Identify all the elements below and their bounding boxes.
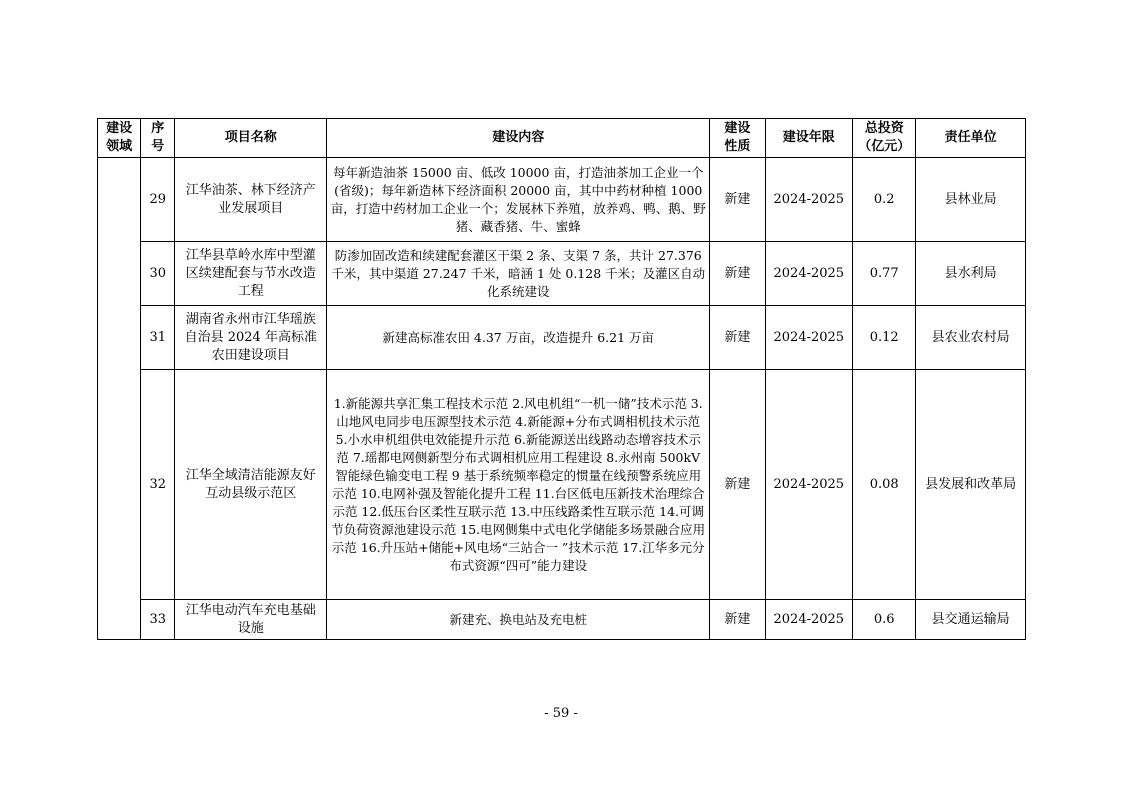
name-cell: 江华电动汽车充电基础设施 [175, 600, 327, 640]
investment-cell: 0.77 [853, 242, 916, 306]
seq-cell: 30 [141, 242, 175, 306]
header-content: 建设内容 [327, 119, 710, 158]
unit-cell: 县发展和改革局 [916, 370, 1026, 600]
table-row [98, 600, 1026, 640]
header-nature: 建设 性质 [710, 119, 765, 158]
table-header-row [98, 119, 1026, 158]
years-cell: 2024-2025 [765, 242, 852, 306]
domain-cell [98, 158, 141, 640]
seq-cell: 29 [141, 158, 175, 242]
page-number: - 59 - [544, 706, 578, 721]
name-cell: 江华全域清洁能源友好互动县级示范区 [175, 370, 327, 600]
content-cell: 新建高标准农田 4.37 万亩，改造提升 6.21 万亩 [327, 306, 710, 370]
seq-cell: 32 [141, 370, 175, 600]
header-seq: 序 号 [141, 119, 175, 158]
header-investment: 总投资 （亿元） [853, 119, 916, 158]
years-cell: 2024-2025 [765, 158, 852, 242]
table-row [98, 242, 1026, 306]
header-years: 建设年限 [765, 119, 852, 158]
nature-cell: 新建 [710, 242, 765, 306]
header-name: 项目名称 [175, 119, 327, 158]
investment-cell: 0.2 [853, 158, 916, 242]
header-unit: 责任单位 [916, 119, 1026, 158]
header-domain: 建设 领域 [98, 119, 141, 158]
nature-cell: 新建 [710, 306, 765, 370]
investment-cell: 0.08 [853, 370, 916, 600]
nature-cell: 新建 [710, 600, 765, 640]
nature-cell: 新建 [710, 370, 765, 600]
project-table [97, 118, 1026, 640]
table-row [98, 158, 1026, 242]
investment-cell: 0.6 [853, 600, 916, 640]
seq-cell: 33 [141, 600, 175, 640]
name-cell: 湖南省永州市江华瑶族自治县 2024 年高标准农田建设项目 [175, 306, 327, 370]
name-cell: 江华县草岭水库中型灌区续建配套与节水改造工程 [175, 242, 327, 306]
content-cell: 1.新能源共享汇集工程技术示范 2.风电机组“一机一储”技术示范 3.山地风电同步电压源型技术示范 4.新能源+分布式调相机技术示范 5.小水申机组供电效能提升示范 6.新能源送出线路动态增容技术示范 7.瑶都电网侧新型分布式调相机应用工程建设 8.永州南 500kV 智能绿色输变电工程 9 基于系统频率稳定的惯量在线预警系统应用示范 10.电网补强及智能化提升工程 11.台区低电压新技术治理综合示范 12.低压台区柔性互联示范 13.中压线路柔性互联示范 14.可调节负荷资源池建设示范 15.电网侧集中式电化学储能多场景融合应用示范 16.升压站+储能+风电场“三站合一 ”技术示范 17.江华多元分布式资源“四可”能力建设 [327, 370, 710, 600]
name-cell: 江华油茶、林下经济产业发展项目 [175, 158, 327, 242]
content-cell: 防渗加固改造和续建配套灌区干渠 2 条、支渠 7 条，共计 27.376 千米，其中渠道 27.247 千米，暗涵 1 处 0.128 千米；及灌区自动化系统建设 [327, 242, 710, 306]
unit-cell: 县水利局 [916, 242, 1026, 306]
investment-cell: 0.12 [853, 306, 916, 370]
unit-cell: 县农业农村局 [916, 306, 1026, 370]
content-cell: 新建充、换电站及充电桩 [327, 600, 710, 640]
seq-cell: 31 [141, 306, 175, 370]
unit-cell: 县林业局 [916, 158, 1026, 242]
years-cell: 2024-2025 [765, 306, 852, 370]
years-cell: 2024-2025 [765, 370, 852, 600]
years-cell: 2024-2025 [765, 600, 852, 640]
table-row [98, 306, 1026, 370]
table-row [98, 370, 1026, 600]
content-cell: 每年新造油茶 15000 亩、低改 10000 亩，打造油茶加工企业一个(省级)；每年新造林下经济面积 20000 亩，其中中药材种植 1000 亩，打造中药材加工企业一个；发展林下养殖，放养鸡、鸭、鹅、野猪、藏香猪、牛、蜜蜂 [327, 158, 710, 242]
nature-cell: 新建 [710, 158, 765, 242]
unit-cell: 县交通运输局 [916, 600, 1026, 640]
